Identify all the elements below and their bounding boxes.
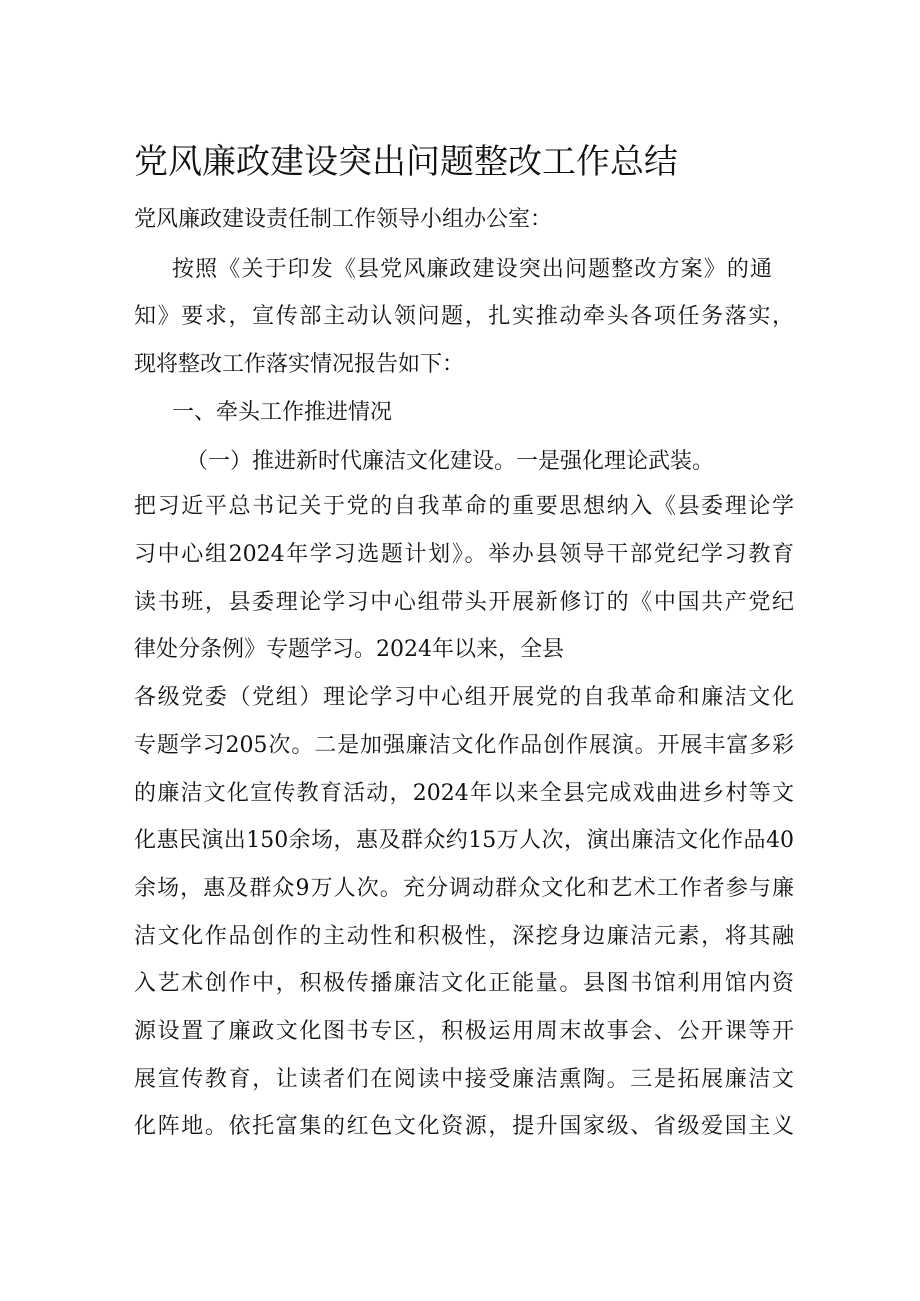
body-line-11: 入艺术创作中，积极传播廉洁文化正能量。县图书馆利用馆内资 <box>134 971 794 996</box>
addressee-line: 党风廉政建设责任制工作领导小组办公室： <box>134 207 553 232</box>
body-line-5: 各级党委（党组）理论学习中心组开展党的自我革命和廉洁文化 <box>134 685 794 710</box>
body-line-13: 展宣传教育，让读者们在阅读中接受廉洁熏陶。三是拓展廉洁文 <box>134 1067 794 1092</box>
body-line-8: 化惠民演出150余场，惠及群众约15万人次，演出廉洁文化作品40 <box>134 828 794 853</box>
intro-line-2: 知》要求，宣传部主动认领问题，扎实推动牵头各项任务落实， <box>134 304 794 329</box>
intro-line-1: 按照《关于印发《县党风廉政建设突出问题整改方案》的通 <box>172 257 772 282</box>
body-line-4: 律处分条例》专题学习。2024年以来，全县 <box>134 637 564 662</box>
body-line-3: 读书班，县委理论学习中心组带头开展新修订的《中国共产党纪 <box>134 590 794 615</box>
body-line-2: 习中心组2024年学习选题计划》。举办县领导干部党纪学习教育 <box>134 542 794 567</box>
body-line-1: 把习近平总书记关于党的自我革命的重要思想纳入《县委理论学 <box>134 494 794 519</box>
body-line-7: 的廉洁文化宣传教育活动，2024年以来全县完成戏曲进乡村等文 <box>134 781 794 806</box>
intro-line-3: 现将整改工作落实情况报告如下： <box>134 352 465 377</box>
section-heading: 一、牵头工作推进情况 <box>172 400 393 425</box>
body-line-14: 化阵地。依托富集的红色文化资源，提升国家级、省级爱国主义 <box>134 1114 794 1139</box>
body-line-10: 洁文化作品创作的主动性和积极性，深挖身边廉洁元素，将其融 <box>134 924 794 949</box>
body-line-12: 源设置了廉政文化图书专区，积极运用周末故事会、公开课等开 <box>134 1019 794 1044</box>
body-line-6: 专题学习205次。二是加强廉洁文化作品创作展演。开展丰富多彩 <box>134 733 794 758</box>
document-title: 党风廉政建设突出问题整改工作总结 <box>134 142 678 182</box>
body-line-9: 余场，惠及群众9万人次。充分调动群众文化和艺术工作者参与廉 <box>134 876 794 901</box>
subsection-heading: （一）推进新时代廉洁文化建设。一是强化理论武装。 <box>186 449 715 474</box>
